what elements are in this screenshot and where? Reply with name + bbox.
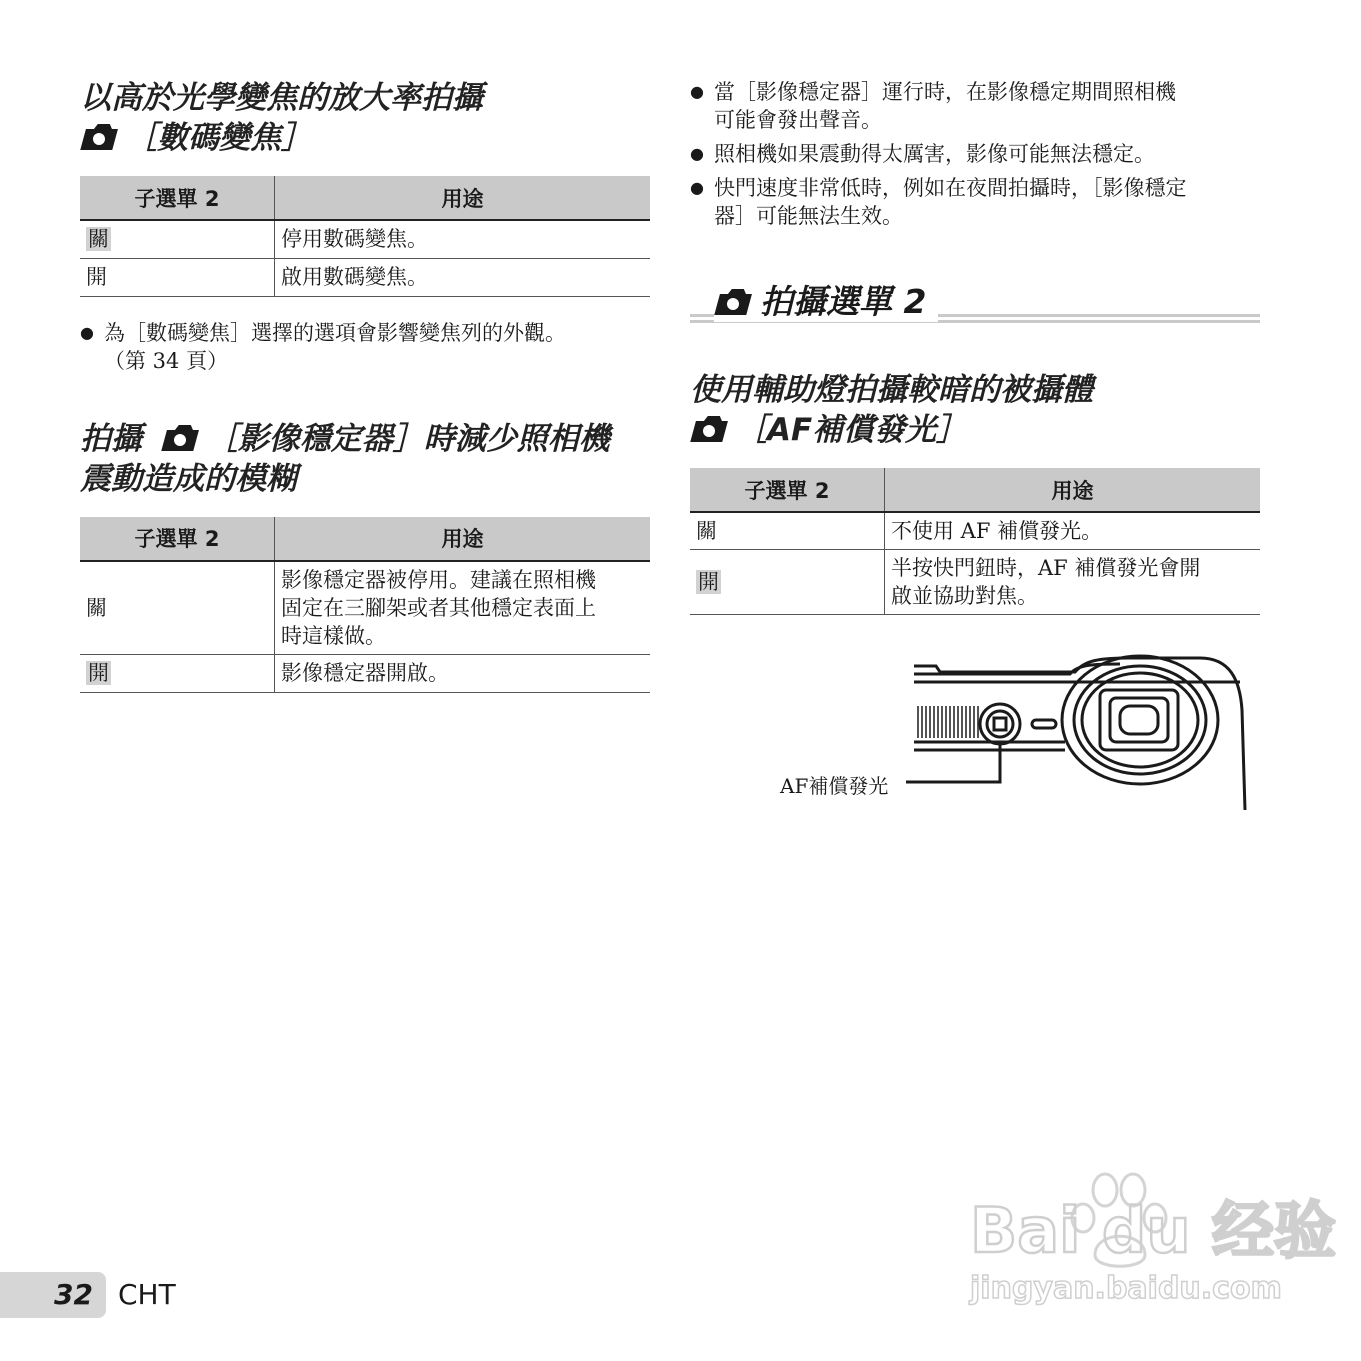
- option-on-default: 開: [698, 570, 719, 594]
- use-cell: 停用數碼變焦。: [275, 220, 651, 258]
- option-cell: [690, 550, 885, 615]
- af-illuminator-table: [690, 468, 1260, 615]
- camera-icon: [690, 415, 730, 443]
- list-item: [80, 319, 650, 375]
- af-illuminator-heading: [690, 370, 1260, 450]
- watermark-url: jingyan.baidu.com: [970, 1271, 1282, 1306]
- use-cell: 影像穩定器開啟。: [275, 654, 651, 692]
- table-row: [690, 550, 1260, 615]
- col-header-use: 用途: [885, 468, 1261, 512]
- table-row: [80, 220, 650, 258]
- big-heading-label: 拍攝選單 2: [760, 282, 927, 321]
- use-cell: 不使用 AF 補償發光。: [885, 512, 1261, 550]
- image-stabilizer-table: [80, 517, 650, 693]
- heading-line: ［AF補償發光］: [736, 412, 968, 448]
- table-header-row: [690, 468, 1260, 512]
- image-stabilizer-heading: [80, 419, 650, 499]
- option-cell: [80, 654, 275, 692]
- heading-line: 使用輔助燈拍攝較暗的被攝體: [690, 372, 1093, 408]
- col-header-use: 用途: [275, 517, 651, 561]
- page-number: 32: [54, 1278, 93, 1311]
- option-cell: 關: [690, 512, 885, 550]
- stabilizer-notes: [690, 78, 1260, 230]
- digital-zoom-heading: [80, 78, 650, 158]
- af-illuminator-label: AF補償發光: [780, 774, 889, 798]
- page-reference: （第 34 頁）: [104, 348, 229, 373]
- language-code: CHT: [118, 1278, 176, 1311]
- option-on-default: 開: [88, 661, 109, 685]
- use-cell: 啟用數碼變焦。: [275, 258, 651, 296]
- note-text: 照相機如果震動得太厲害，影像可能無法穩定。: [714, 142, 1155, 166]
- use-cell: [275, 561, 651, 655]
- option-off-default: 關: [88, 227, 109, 252]
- big-heading-text: [714, 282, 938, 322]
- camera-icon: [80, 123, 120, 151]
- col-header-submenu: 子選單 2: [80, 176, 275, 220]
- list-item: [690, 140, 1260, 168]
- camera-front-illustration: [900, 650, 1260, 820]
- left-column: [80, 78, 650, 693]
- table-header-row: [80, 176, 650, 220]
- use-line: 固定在三腳架或者其他穩定表面上: [281, 595, 596, 620]
- col-header-submenu: 子選單 2: [690, 468, 885, 512]
- option-cell: 開: [80, 258, 275, 296]
- use-line: 時這樣做。: [281, 623, 386, 648]
- camera-icon: [714, 288, 754, 316]
- use-cell: [885, 550, 1261, 615]
- option-cell: [80, 220, 275, 258]
- heading-line: 以高於光學變焦的放大率拍攝: [80, 80, 483, 116]
- heading-line: ［影像穩定器］時減少照相機: [206, 420, 610, 457]
- note-text: 器］可能無法生效。: [714, 204, 903, 228]
- right-column: [690, 78, 1260, 236]
- af-illuminator-section: [690, 370, 1260, 615]
- use-line: 半按快門鈕時，AF 補償發光會開: [891, 556, 1201, 580]
- col-header-submenu: 子選單 2: [80, 517, 275, 561]
- list-item: [690, 174, 1260, 230]
- heading-line: 震動造成的模糊: [80, 460, 297, 497]
- heading-line: 拍攝: [80, 420, 142, 457]
- use-line: 影像穩定器被停用。建議在照相機: [281, 567, 596, 592]
- table-row: [80, 561, 650, 655]
- heading-line: ［數碼變焦］: [126, 120, 312, 156]
- shooting-menu-2-heading: [690, 282, 1260, 326]
- col-header-use: 用途: [275, 176, 651, 220]
- table-header-row: [80, 517, 650, 561]
- camera-icon: [161, 424, 201, 452]
- table-row: [690, 512, 1260, 550]
- digital-zoom-notes: [80, 319, 650, 375]
- list-item: [690, 78, 1260, 134]
- digital-zoom-table: [80, 176, 650, 297]
- baidu-watermark-logo: [965, 1160, 1337, 1310]
- watermark-brand: Bai du 经验: [970, 1194, 1337, 1267]
- table-row: [80, 654, 650, 692]
- note-text: 為［數碼變焦］選擇的選項會影響變焦列的外觀。: [104, 320, 566, 345]
- table-row: [80, 258, 650, 296]
- note-text: 當［影像穩定器］運行時，在影像穩定期間照相機: [714, 80, 1176, 104]
- note-text: 可能會發出聲音。: [714, 108, 882, 132]
- use-line: 啟並協助對焦。: [891, 584, 1038, 608]
- note-text: 快門速度非常低時，例如在夜間拍攝時，［影像穩定: [714, 176, 1187, 200]
- option-cell: 關: [80, 561, 275, 655]
